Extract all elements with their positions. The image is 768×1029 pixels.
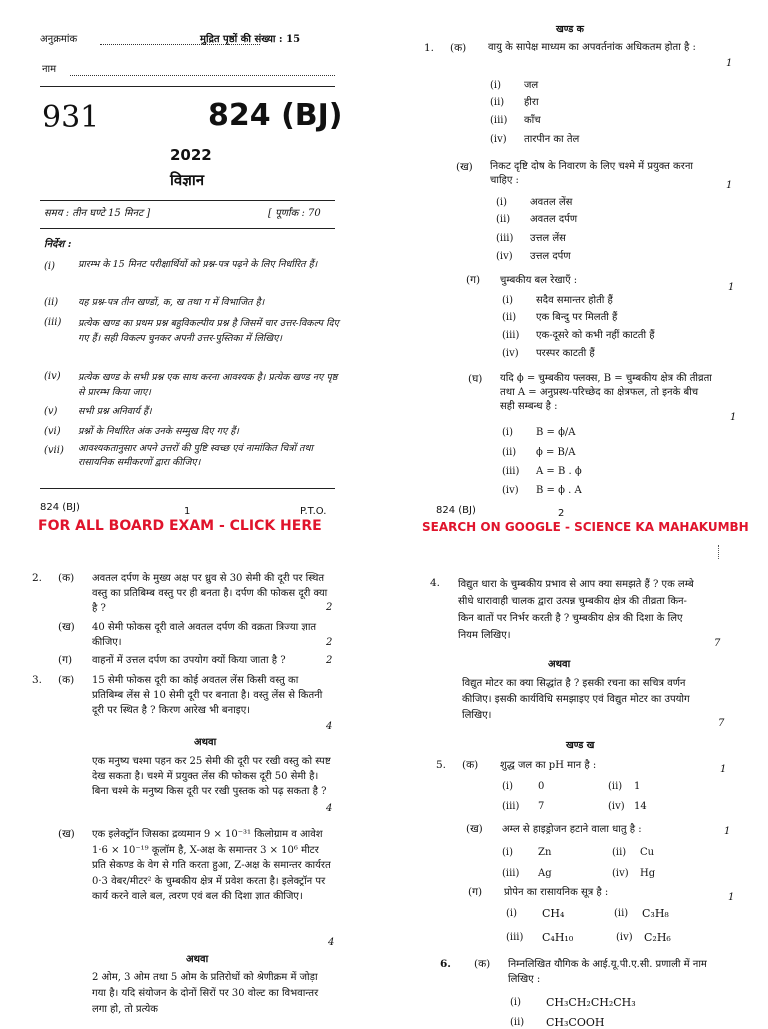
option-number: (iii): [502, 868, 520, 879]
question-text: शुद्ध जल का pH मान है :: [500, 760, 597, 771]
option-text: अवतल लेंस: [530, 197, 573, 208]
option-text: उत्तल दर्पण: [530, 251, 571, 262]
option-number: (i): [502, 847, 514, 858]
option-number: (iv): [612, 868, 629, 879]
option-text: उत्तल लेंस: [530, 233, 566, 244]
option-number: (iii): [506, 932, 524, 943]
question-text: प्रोपेन का रासायनिक सूत्र है :: [504, 887, 609, 898]
instruction-number: (ii): [44, 297, 59, 308]
option-number: (iii): [502, 330, 520, 341]
question-text: अम्ल से हाइड्रोजन हटाने वाला धातु है :: [502, 824, 642, 835]
question-text: निम्नलिखित यौगिक के आई.यू.पी.ए.सी. प्रणाली में नाम लिखिए :: [508, 959, 707, 985]
option-number: (i): [490, 80, 502, 91]
option-text: A = B . ϕ: [536, 466, 582, 477]
option-number: (iv): [608, 801, 625, 812]
option-text: Cu: [640, 847, 655, 858]
subject-title: विज्ञान: [170, 171, 205, 189]
instruction-text: यह प्रश्न-पत्र तीन खण्डों, क, ख तथा ग में विभाजित है।: [78, 297, 265, 308]
instructions-title: निर्देश :: [44, 239, 72, 250]
question-text: यदि ϕ = चुम्बकीय फ्लक्स, B = चुम्बकीय क्षेत्र की तीव्रता तथा A = अनुप्रस्थ-परिच्छेद का क्षेत्रफल, तो इनके बीच सही सम्बन्ध है :: [500, 373, 712, 412]
pages-label: मुद्रित पृष्ठों की संख्या : 15: [200, 34, 301, 45]
question-mark: 1: [720, 764, 727, 775]
question-text: 40 सेमी फोकस दूरी वाले अवतल दर्पण की वक्रता त्रिज्या ज्ञात कीजिए।: [92, 622, 317, 648]
question-mark: 4: [328, 937, 335, 948]
instruction-text: प्रश्नों के निर्धारित अंक उनके सम्मुख दिए गए हैं।: [78, 426, 239, 437]
instruction-text: सभी प्रश्न अनिवार्य हैं।: [78, 406, 152, 417]
footer-code: 824 (BJ): [436, 505, 476, 516]
question-mark: 2: [326, 655, 333, 666]
option-text: Zn: [538, 847, 552, 858]
option-number: (iv): [616, 932, 633, 943]
question-text: 2 ओम, 3 ओम तथा 5 ओम के प्रतिरोधों को श्रेणीक्रम में जोड़ा गया है। यदि संयोजन के दोनों सिरों पर 30 वोल्ट का विभवान्तर लगा हो, तो प्रत्येक: [92, 972, 319, 1015]
subquestion-label: (क): [58, 572, 75, 584]
name-line: [70, 75, 335, 76]
option-number: (i): [502, 295, 514, 306]
question-mark: 1: [730, 412, 737, 423]
question-text: एक मनुष्य चश्मा पहन कर 25 सेमी की दूरी पर रखी वस्तु को स्पष्ट देख सकता है। चश्मे में प्रयुक्त लेंस की फोकस दूरी 50 सेमी है। बिना चश्मे के मनुष्य किस दूरी पर रखी पुस्तक को पढ़ सकता है ?: [92, 756, 331, 797]
subquestion-label: (ग): [58, 654, 73, 666]
option-text: B = ϕ . A: [536, 485, 582, 496]
header-rule: [40, 86, 335, 87]
option-text: C₃H₈: [642, 907, 669, 920]
option-number: (i): [506, 908, 518, 919]
option-number: (iv): [496, 251, 513, 262]
option-text: एक बिन्दु पर मिलती हैं: [536, 312, 618, 323]
section-heading: खण्ड क: [556, 24, 584, 35]
option-number: (ii): [614, 908, 629, 919]
subquestion-label: (घ): [468, 373, 483, 385]
max-marks: [ पूर्णांक : 70: [268, 208, 321, 219]
search-google-banner[interactable]: SEARCH ON GOOGLE - SCIENCE KA MAHAKUMBH: [422, 520, 749, 534]
code-left: 931: [42, 100, 100, 135]
option-text: 7: [538, 801, 545, 812]
question-mark: 7: [718, 718, 725, 729]
time-rule-bottom: [40, 228, 335, 229]
instruction-number: (v): [44, 406, 58, 417]
option-text: Hg: [640, 868, 656, 879]
footer-rule: [40, 488, 335, 489]
option-number: (ii): [502, 312, 517, 323]
option-number: (iv): [502, 485, 519, 496]
option-text: Ag: [538, 868, 552, 879]
question-mark: 1: [726, 58, 733, 69]
option-text: तारपीन का तेल: [524, 134, 580, 145]
question-number: 1.: [424, 42, 435, 54]
question-mark: 2: [326, 602, 333, 613]
subquestion-label: (ख): [58, 828, 75, 840]
option-text: एक-दूसरे को कभी नहीं काटती हैं: [536, 330, 655, 341]
option-number: (ii): [608, 781, 623, 792]
question-number: 6.: [440, 958, 451, 970]
question-text: अवतल दर्पण के मुख्य अक्ष पर ध्रुव से 30 सेमी की दूरी पर स्थित वस्तु का प्रतिबिम्ब वस्तु पर ही बनता है। दर्पण की फोकस दूरी क्या है ?: [92, 573, 328, 614]
question-number: 3.: [32, 674, 43, 686]
option-number: (iii): [496, 233, 514, 244]
question-text: चुम्बकीय बल रेखाएँ :: [500, 275, 578, 286]
option-number: (ii): [496, 214, 511, 225]
option-number: (iv): [490, 134, 507, 145]
option-text: B = ϕ/A: [536, 427, 576, 438]
option-text: CH₄: [542, 907, 565, 920]
question-text: विद्युत मोटर का क्या सिद्धांत है ? इसकी रचना का सचित्र वर्णन कीजिए। इसकी कार्यविधि समझाइए एवं विद्युत मोटर का उपयोग लिखिए।: [462, 678, 690, 721]
instruction-text: आवश्यकतानुसार अपने उत्तरों की पुष्टि स्वच्छ एवं नामांकित चित्रों तथा रासायनिक समीकरणों द्वारा कीजिए।: [78, 443, 313, 468]
option-number: (ii): [510, 1017, 525, 1028]
option-text: अवतल दर्पण: [530, 214, 578, 225]
subquestion-label: (क): [450, 42, 467, 54]
option-text: हीरा: [524, 97, 539, 108]
roll-label: अनुक्रमांक: [40, 34, 78, 45]
time-rule-top: [40, 200, 335, 201]
question-text: निकट दृष्टि दोष के निवारण के लिए चश्मे में प्रयुक्त करना चाहिए :: [490, 161, 693, 186]
subquestion-label: (ग): [468, 886, 483, 898]
question-text: वाहनों में उत्तल दर्पण का उपयोग क्यों किया जाता है ?: [92, 655, 286, 666]
instruction-number: (vi): [44, 426, 61, 437]
question-text: 15 सेमी फोकस दूरी का कोई अवतल लेंस किसी वस्तु का प्रतिबिम्ब लेंस से 10 सेमी दूरी पर बनाता है। वस्तु लेंस से कितनी दूरी पर स्थित है ? किरण आरेख भी बनाइए।: [92, 675, 323, 716]
exam-year: 2022: [170, 146, 212, 164]
footer-pto: P.T.O.: [300, 506, 327, 517]
instruction-number: (i): [44, 261, 56, 272]
or-separator: अथवा: [548, 659, 571, 670]
subquestion-label: (ख): [456, 161, 473, 173]
question-number: 5.: [436, 759, 447, 771]
question-mark: 1: [726, 180, 733, 191]
or-separator: अथवा: [186, 954, 209, 965]
option-text: काँच: [524, 115, 541, 126]
option-number: (i): [496, 197, 508, 208]
option-text: C₄H₁₀: [542, 931, 574, 944]
subquestion-label: (ख): [58, 621, 75, 633]
subquestion-label: (ग): [466, 274, 481, 286]
section-heading: खण्ड ख: [566, 740, 595, 751]
option-number: (ii): [502, 447, 517, 458]
question-text: विद्युत धारा के चुम्बकीय प्रभाव से आप क्या समझते हैं ? एक लम्बे सीधे धारावाही चालक द्वारा उत्पन्न चुम्बकीय क्षेत्र की तीव्रता किन-किन बातों पर निर्भर करती है ? चुम्बकीय क्षेत्र की दिशा के लिए नियम लिखिए।: [458, 579, 694, 641]
instruction-text: प्रत्येक खण्ड के सभी प्रश्न एक साथ करना आवश्यक है। प्रत्येक खण्ड नए पृष्ठ से प्रारम्भ किया जाए।: [78, 372, 338, 398]
subquestion-label: (क): [474, 958, 491, 970]
footer-page-number: 2: [558, 508, 565, 519]
option-text: CH₃COOH: [546, 1016, 605, 1029]
subquestion-label: (ख): [466, 823, 483, 835]
question-text: एक इलेक्ट्रॉन जिसका द्रव्यमान 9 × 10⁻³¹ किलोग्राम व आवेश 1·6 × 10⁻¹⁹ कूलॉम है, X-अक्ष के समान्तर 3 × 10⁶ मीटर प्रति सेकण्ड के वेग से गति करता हुआ, Z-अक्ष के समान्तर कार्यरत 0·3 वेबर/मीटर² के चुम्बकीय क्षेत्र में प्रवेश करता है। इलेक्ट्रॉन पर कार्य करने वाले बल, त्वरण एवं बल की दिशा ज्ञात कीजिए।: [92, 829, 331, 902]
option-text: 1: [634, 781, 641, 792]
time-allowed: समय : तीन घण्टे 15 मिनट ]: [44, 208, 151, 219]
question-mark: 1: [724, 826, 731, 837]
question-mark: 1: [728, 282, 735, 293]
option-text: सदैव समान्तर होती हैं: [536, 295, 613, 306]
question-mark: 4: [326, 803, 333, 814]
name-label: नाम: [42, 64, 57, 75]
scan-mark: [718, 545, 721, 559]
subquestion-label: (क): [58, 674, 75, 686]
question-mark: 2: [326, 637, 333, 648]
option-number: (iii): [502, 466, 520, 477]
option-number: (i): [510, 997, 522, 1008]
or-separator: अथवा: [194, 737, 217, 748]
question-number: 4.: [430, 577, 441, 589]
instruction-text: प्रत्येक खण्ड का प्रथम प्रश्न बहुविकल्पीय प्रश्न है जिसमें चार उत्तर-विकल्प दिए गए हैं। सही विकल्प चुनकर अपनी उत्तर-पुस्तिका में लिखिए।: [78, 318, 339, 344]
option-text: C₂H₆: [644, 931, 671, 944]
board-exam-link[interactable]: FOR ALL BOARD EXAM - CLICK HERE: [38, 518, 322, 534]
option-number: (ii): [612, 847, 627, 858]
question-text: वायु के सापेक्ष माध्यम का अपवर्तनांक अधिकतम होता है :: [488, 42, 696, 53]
option-text: 0: [538, 781, 545, 792]
option-text: ϕ = B/A: [536, 447, 576, 458]
question-number: 2.: [32, 572, 43, 584]
instruction-number: (iii): [44, 317, 62, 328]
option-text: CH₃CH₂CH₂CH₃: [546, 996, 636, 1009]
option-number: (iii): [502, 801, 520, 812]
option-text: परस्पर काटती हैं: [536, 348, 595, 359]
subquestion-label: (क): [462, 759, 479, 771]
code-right: 824 (BJ): [208, 98, 343, 133]
option-number: (iii): [490, 115, 508, 126]
option-number: (i): [502, 427, 514, 438]
option-text: जल: [524, 80, 539, 91]
question-mark: 7: [714, 638, 721, 649]
instruction-text: प्रारम्भ के 15 मिनट परीक्षार्थियों को प्रश्न-पत्र पढ़ने के लिए निर्धारित हैं।: [78, 259, 318, 270]
option-text: 14: [634, 801, 647, 812]
option-number: (iv): [502, 348, 519, 359]
instruction-number: (vii): [44, 445, 64, 456]
footer-page-number: 1: [184, 506, 191, 517]
footer-code: 824 (BJ): [40, 502, 80, 513]
question-mark: 4: [326, 721, 333, 732]
instruction-number: (iv): [44, 371, 61, 382]
question-mark: 1: [728, 892, 735, 903]
option-number: (ii): [490, 97, 505, 108]
option-number: (i): [502, 781, 514, 792]
